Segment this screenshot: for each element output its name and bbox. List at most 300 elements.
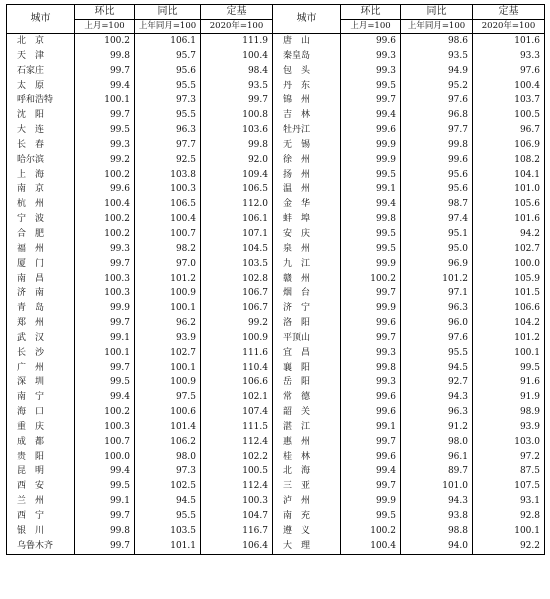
- mom-value-left: 100.3: [75, 420, 135, 435]
- yoy-value-right: 94.3: [401, 390, 473, 405]
- yoy-value-left: 106.1: [135, 34, 201, 49]
- mom-value-left: 99.7: [75, 108, 135, 123]
- mom-value-left: 99.5: [75, 375, 135, 390]
- yoy-value-right: 94.0: [401, 539, 473, 554]
- yoy-value-right: 92.7: [401, 375, 473, 390]
- mom-value-right: 99.5: [341, 242, 401, 257]
- base-value-left: 104.7: [201, 509, 273, 524]
- table-row: [7, 286, 545, 301]
- city-name-right: 徐 州: [273, 153, 341, 168]
- base-value-left: 116.7: [201, 524, 273, 539]
- table-row: [7, 242, 545, 257]
- yoy-value-left: 103.5: [135, 524, 201, 539]
- base-value-left: 107.1: [201, 227, 273, 242]
- header-mom-left: 环比: [75, 5, 135, 20]
- yoy-value-right: 97.4: [401, 212, 473, 227]
- city-name-left: 银 川: [17, 525, 45, 536]
- header-base-sub-right: 2020年=100: [473, 20, 545, 34]
- city-name-left: 重 庆: [17, 421, 45, 432]
- city-name-left: 上 海: [17, 169, 45, 180]
- city-name-right: 丹 东: [273, 79, 341, 94]
- price-index-table: [6, 4, 545, 555]
- base-value-right: 99.5: [473, 361, 545, 376]
- mom-value-right: 100.4: [341, 539, 401, 554]
- yoy-value-right: 95.6: [401, 168, 473, 183]
- city-name-left: 宁 波: [17, 214, 45, 225]
- table-header: [7, 5, 545, 34]
- yoy-value-right: 94.9: [401, 64, 473, 79]
- yoy-value-left: 102.5: [135, 479, 201, 494]
- yoy-value-right: 95.2: [401, 79, 473, 94]
- table-row: [7, 479, 545, 494]
- base-value-left: 106.4: [201, 539, 273, 554]
- base-value-left: 102.1: [201, 390, 273, 405]
- mom-value-left: 99.7: [75, 361, 135, 376]
- table-row: [7, 34, 545, 49]
- header-base-right: 定基: [473, 5, 545, 20]
- table-row: [7, 331, 545, 346]
- yoy-value-right: 95.5: [401, 346, 473, 361]
- mom-value-right: 99.9: [341, 138, 401, 153]
- yoy-value-right: 96.3: [401, 405, 473, 420]
- price-index-table-container: [6, 4, 544, 555]
- city-name-left: 呼和浩特: [17, 95, 54, 106]
- city-name-left: 天 津: [17, 50, 45, 61]
- city-name-left: 南 昌: [17, 273, 45, 284]
- table-row: [7, 197, 545, 212]
- table-row: [7, 301, 545, 316]
- base-value-left: 107.4: [201, 405, 273, 420]
- yoy-value-right: 94.5: [401, 361, 473, 376]
- base-value-left: 103.6: [201, 123, 273, 138]
- mom-value-right: 99.3: [341, 346, 401, 361]
- mom-value-left: 100.2: [75, 405, 135, 420]
- base-value-left: 99.2: [201, 316, 273, 331]
- city-name-right: 吉 林: [273, 108, 341, 123]
- yoy-value-left: 100.1: [135, 301, 201, 316]
- base-value-left: 102.2: [201, 450, 273, 465]
- base-value-left: 100.3: [201, 494, 273, 509]
- base-value-right: 105.9: [473, 272, 545, 287]
- yoy-value-right: 96.9: [401, 257, 473, 272]
- base-value-right: 104.2: [473, 316, 545, 331]
- city-name-right: 北 海: [273, 464, 341, 479]
- city-name-left: 兰 州: [17, 496, 45, 507]
- yoy-value-right: 96.0: [401, 316, 473, 331]
- table-row: [7, 153, 545, 168]
- mom-value-right: 100.2: [341, 524, 401, 539]
- city-name-right: 扬 州: [273, 168, 341, 183]
- mom-value-right: 99.7: [341, 331, 401, 346]
- city-name-left: 郑 州: [17, 318, 45, 329]
- mom-value-left: 99.7: [75, 257, 135, 272]
- table-row: [7, 316, 545, 331]
- base-value-right: 91.6: [473, 375, 545, 390]
- yoy-value-right: 96.3: [401, 301, 473, 316]
- city-name-right: 湛 江: [273, 420, 341, 435]
- table-row: [7, 390, 545, 405]
- yoy-value-left: 93.9: [135, 331, 201, 346]
- mom-value-right: 99.5: [341, 227, 401, 242]
- yoy-value-left: 103.8: [135, 168, 201, 183]
- header-mom-sub-left: 上月=100: [75, 20, 135, 34]
- base-value-right: 92.8: [473, 509, 545, 524]
- base-value-right: 96.7: [473, 123, 545, 138]
- table-row: [7, 539, 545, 554]
- base-value-left: 98.4: [201, 64, 273, 79]
- table-row: [7, 464, 545, 479]
- city-name-left: 济 南: [17, 288, 45, 299]
- table-row: [7, 405, 545, 420]
- table-row: [7, 123, 545, 138]
- base-value-right: 100.0: [473, 257, 545, 272]
- yoy-value-right: 101.0: [401, 479, 473, 494]
- mom-value-right: 99.9: [341, 301, 401, 316]
- base-value-left: 100.9: [201, 331, 273, 346]
- base-value-right: 106.9: [473, 138, 545, 153]
- yoy-value-right: 98.8: [401, 524, 473, 539]
- base-value-right: 98.9: [473, 405, 545, 420]
- yoy-value-left: 100.4: [135, 212, 201, 227]
- table-body: [7, 34, 545, 555]
- city-name-right: 秦皇岛: [273, 49, 341, 64]
- mom-value-left: 99.2: [75, 153, 135, 168]
- city-name-left: 北 京: [17, 36, 45, 46]
- base-value-right: 103.0: [473, 435, 545, 450]
- city-name-right: 蚌 埠: [273, 212, 341, 227]
- header-base-sub-left: 2020年=100: [201, 20, 273, 34]
- base-value-right: 87.5: [473, 464, 545, 479]
- yoy-value-left: 100.9: [135, 375, 201, 390]
- mom-value-left: 100.3: [75, 272, 135, 287]
- city-name-right: 三 亚: [273, 479, 341, 494]
- city-name-left: 成 都: [17, 436, 45, 447]
- yoy-value-left: 100.3: [135, 182, 201, 197]
- mom-value-left: 99.7: [75, 509, 135, 524]
- city-name-left: 福 州: [17, 243, 45, 254]
- base-value-right: 108.2: [473, 153, 545, 168]
- base-value-right: 100.1: [473, 346, 545, 361]
- mom-value-left: 100.2: [75, 168, 135, 183]
- city-name-right: 温 州: [273, 182, 341, 197]
- city-name-right: 襄 阳: [273, 361, 341, 376]
- mom-value-left: 100.3: [75, 286, 135, 301]
- mom-value-left: 99.3: [75, 138, 135, 153]
- table-row: [7, 420, 545, 435]
- header-yoy-sub-left: 上年同月=100: [135, 20, 201, 34]
- base-value-right: 107.5: [473, 479, 545, 494]
- base-value-left: 99.7: [201, 93, 273, 108]
- base-value-right: 100.1: [473, 524, 545, 539]
- base-value-left: 100.4: [201, 49, 273, 64]
- city-name-right: 平顶山: [273, 331, 341, 346]
- yoy-value-left: 97.0: [135, 257, 201, 272]
- table-row: [7, 108, 545, 123]
- yoy-value-right: 97.6: [401, 331, 473, 346]
- city-name-right: 遵 义: [273, 524, 341, 539]
- city-name-right: 岳 阳: [273, 375, 341, 390]
- city-name-left: 厦 门: [17, 258, 45, 269]
- mom-value-right: 99.1: [341, 182, 401, 197]
- mom-value-left: 99.7: [75, 316, 135, 331]
- base-value-left: 93.5: [201, 79, 273, 94]
- yoy-value-right: 95.0: [401, 242, 473, 257]
- mom-value-left: 99.4: [75, 390, 135, 405]
- yoy-value-right: 99.8: [401, 138, 473, 153]
- yoy-value-right: 99.6: [401, 153, 473, 168]
- base-value-right: 102.7: [473, 242, 545, 257]
- city-name-left: 海 口: [17, 407, 45, 418]
- base-value-left: 103.5: [201, 257, 273, 272]
- mom-value-left: 99.5: [75, 479, 135, 494]
- mom-value-right: 99.4: [341, 464, 401, 479]
- yoy-value-left: 100.9: [135, 286, 201, 301]
- yoy-value-right: 98.6: [401, 34, 473, 49]
- mom-value-left: 100.2: [75, 227, 135, 242]
- base-value-right: 101.2: [473, 331, 545, 346]
- yoy-value-left: 106.5: [135, 197, 201, 212]
- mom-value-left: 99.4: [75, 464, 135, 479]
- mom-value-right: 100.2: [341, 272, 401, 287]
- base-value-left: 111.6: [201, 346, 273, 361]
- table-row: [7, 227, 545, 242]
- city-name-left: 大 连: [17, 125, 45, 136]
- header-yoy-left: 同比: [135, 5, 201, 20]
- base-value-left: 112.0: [201, 197, 273, 212]
- table-row: [7, 524, 545, 539]
- mom-value-right: 99.9: [341, 494, 401, 509]
- mom-value-left: 99.5: [75, 123, 135, 138]
- city-name-left: 西 安: [17, 481, 45, 492]
- city-name-right: 牡丹江: [273, 123, 341, 138]
- mom-value-right: 99.7: [341, 435, 401, 450]
- mom-value-right: 99.3: [341, 375, 401, 390]
- city-name-right: 无 锡: [273, 138, 341, 153]
- city-name-right: 韶 关: [273, 405, 341, 420]
- city-name-right: 唐 山: [273, 34, 341, 49]
- city-name-right: 常 德: [273, 390, 341, 405]
- mom-value-left: 100.4: [75, 197, 135, 212]
- city-name-right: 泉 州: [273, 242, 341, 257]
- yoy-value-left: 101.4: [135, 420, 201, 435]
- city-name-right: 洛 阳: [273, 316, 341, 331]
- yoy-value-left: 97.3: [135, 464, 201, 479]
- yoy-value-left: 101.1: [135, 539, 201, 554]
- yoy-value-right: 96.8: [401, 108, 473, 123]
- mom-value-right: 99.6: [341, 316, 401, 331]
- table-row: [7, 494, 545, 509]
- base-value-right: 101.0: [473, 182, 545, 197]
- mom-value-right: 99.4: [341, 197, 401, 212]
- yoy-value-left: 100.7: [135, 227, 201, 242]
- mom-value-right: 99.8: [341, 361, 401, 376]
- yoy-value-right: 97.7: [401, 123, 473, 138]
- base-value-left: 112.4: [201, 435, 273, 450]
- yoy-value-right: 91.2: [401, 420, 473, 435]
- mom-value-right: 99.3: [341, 64, 401, 79]
- yoy-value-left: 95.5: [135, 108, 201, 123]
- yoy-value-right: 97.1: [401, 286, 473, 301]
- base-value-left: 92.0: [201, 153, 273, 168]
- base-value-right: 104.1: [473, 168, 545, 183]
- city-name-right: 惠 州: [273, 435, 341, 450]
- table-row: [7, 435, 545, 450]
- mom-value-right: 99.6: [341, 390, 401, 405]
- base-value-right: 101.6: [473, 34, 545, 49]
- yoy-value-left: 100.1: [135, 361, 201, 376]
- mom-value-right: 99.9: [341, 257, 401, 272]
- yoy-value-left: 94.5: [135, 494, 201, 509]
- table-row: [7, 182, 545, 197]
- city-name-right: 大 理: [273, 539, 341, 554]
- header-yoy-right: 同比: [401, 5, 473, 20]
- city-name-left: 长 沙: [17, 347, 45, 358]
- yoy-value-right: 101.2: [401, 272, 473, 287]
- header-city-right: 城市: [273, 5, 341, 34]
- city-name-right: 济 宁: [273, 301, 341, 316]
- table-row: [7, 272, 545, 287]
- base-value-right: 106.6: [473, 301, 545, 316]
- table-row: [7, 212, 545, 227]
- yoy-value-right: 95.6: [401, 182, 473, 197]
- mom-value-left: 99.7: [75, 64, 135, 79]
- mom-value-left: 99.9: [75, 301, 135, 316]
- yoy-value-right: 98.0: [401, 435, 473, 450]
- city-name-right: 桂 林: [273, 450, 341, 465]
- city-name-right: 宜 昌: [273, 346, 341, 361]
- yoy-value-left: 101.2: [135, 272, 201, 287]
- yoy-value-left: 98.2: [135, 242, 201, 257]
- city-name-left: 沈 阳: [17, 110, 45, 121]
- city-name-left: 南 宁: [17, 392, 45, 403]
- mom-value-right: 99.5: [341, 509, 401, 524]
- city-name-right: 金 华: [273, 197, 341, 212]
- city-name-left: 合 肥: [17, 228, 45, 239]
- base-value-right: 91.9: [473, 390, 545, 405]
- table-row: [7, 79, 545, 94]
- yoy-value-right: 93.8: [401, 509, 473, 524]
- mom-value-right: 99.7: [341, 479, 401, 494]
- city-name-right: 赣 州: [273, 272, 341, 287]
- city-name-right: 锦 州: [273, 93, 341, 108]
- city-name-left: 深 圳: [17, 377, 45, 388]
- yoy-value-left: 100.6: [135, 405, 201, 420]
- mom-value-left: 99.1: [75, 331, 135, 346]
- header-mom-sub-right: 上月=100: [341, 20, 401, 34]
- yoy-value-left: 102.7: [135, 346, 201, 361]
- yoy-value-left: 95.6: [135, 64, 201, 79]
- base-value-left: 104.5: [201, 242, 273, 257]
- city-name-left: 西 宁: [17, 511, 45, 521]
- mom-value-right: 99.3: [341, 49, 401, 64]
- city-name-right: 烟 台: [273, 286, 341, 301]
- mom-value-right: 99.6: [341, 405, 401, 420]
- base-value-right: 93.3: [473, 49, 545, 64]
- base-value-left: 106.5: [201, 182, 273, 197]
- yoy-value-left: 98.0: [135, 450, 201, 465]
- city-name-left: 武 汉: [17, 332, 45, 343]
- mom-value-left: 99.3: [75, 242, 135, 257]
- yoy-value-right: 95.1: [401, 227, 473, 242]
- yoy-value-right: 96.1: [401, 450, 473, 465]
- city-name-left: 贵 阳: [17, 451, 45, 462]
- city-name-left: 南 京: [17, 184, 45, 195]
- mom-value-right: 99.6: [341, 34, 401, 49]
- mom-value-left: 100.1: [75, 93, 135, 108]
- city-name-left: 杭 州: [17, 199, 45, 210]
- header-city-left: 城市: [7, 5, 75, 34]
- mom-value-left: 99.6: [75, 182, 135, 197]
- table-row: [7, 138, 545, 153]
- base-value-right: 101.5: [473, 286, 545, 301]
- mom-value-left: 100.0: [75, 450, 135, 465]
- base-value-left: 111.9: [201, 34, 273, 49]
- mom-value-left: 100.2: [75, 34, 135, 49]
- base-value-right: 103.7: [473, 93, 545, 108]
- yoy-value-right: 89.7: [401, 464, 473, 479]
- base-value-left: 106.6: [201, 375, 273, 390]
- yoy-value-left: 97.3: [135, 93, 201, 108]
- city-name-right: 泸 州: [273, 494, 341, 509]
- base-value-right: 101.6: [473, 212, 545, 227]
- base-value-left: 111.5: [201, 420, 273, 435]
- yoy-value-left: 106.2: [135, 435, 201, 450]
- base-value-right: 93.1: [473, 494, 545, 509]
- mom-value-right: 99.7: [341, 93, 401, 108]
- mom-value-left: 99.1: [75, 494, 135, 509]
- city-name-left: 青 岛: [17, 303, 45, 314]
- base-value-left: 102.8: [201, 272, 273, 287]
- city-name-left: 广 州: [17, 362, 45, 373]
- table-row: [7, 361, 545, 376]
- mom-value-right: 99.4: [341, 108, 401, 123]
- base-value-left: 112.4: [201, 479, 273, 494]
- base-value-left: 109.4: [201, 168, 273, 183]
- table-row: [7, 375, 545, 390]
- base-value-right: 94.2: [473, 227, 545, 242]
- base-value-left: 106.7: [201, 301, 273, 316]
- header-base-left: 定基: [201, 5, 273, 20]
- city-name-right: 安 庆: [273, 227, 341, 242]
- mom-value-left: 100.2: [75, 212, 135, 227]
- yoy-value-left: 95.7: [135, 49, 201, 64]
- mom-value-left: 99.8: [75, 49, 135, 64]
- base-value-right: 92.2: [473, 539, 545, 554]
- yoy-value-right: 93.5: [401, 49, 473, 64]
- base-value-left: 100.5: [201, 464, 273, 479]
- yoy-value-left: 97.7: [135, 138, 201, 153]
- table-row: [7, 168, 545, 183]
- yoy-value-right: 97.6: [401, 93, 473, 108]
- city-name-right: 九 江: [273, 257, 341, 272]
- yoy-value-left: 96.2: [135, 316, 201, 331]
- yoy-value-right: 94.3: [401, 494, 473, 509]
- base-value-right: 100.5: [473, 108, 545, 123]
- yoy-value-left: 96.3: [135, 123, 201, 138]
- mom-value-left: 99.8: [75, 524, 135, 539]
- mom-value-left: 100.1: [75, 346, 135, 361]
- city-name-left: 长 春: [17, 139, 45, 150]
- yoy-value-left: 92.5: [135, 153, 201, 168]
- city-name-left: 石家庄: [17, 65, 45, 76]
- base-value-left: 106.1: [201, 212, 273, 227]
- city-name-left: 太 原: [17, 80, 45, 91]
- base-value-left: 100.8: [201, 108, 273, 123]
- mom-value-right: 99.7: [341, 286, 401, 301]
- table-row: [7, 49, 545, 64]
- mom-value-right: 99.6: [341, 123, 401, 138]
- mom-value-right: 99.5: [341, 168, 401, 183]
